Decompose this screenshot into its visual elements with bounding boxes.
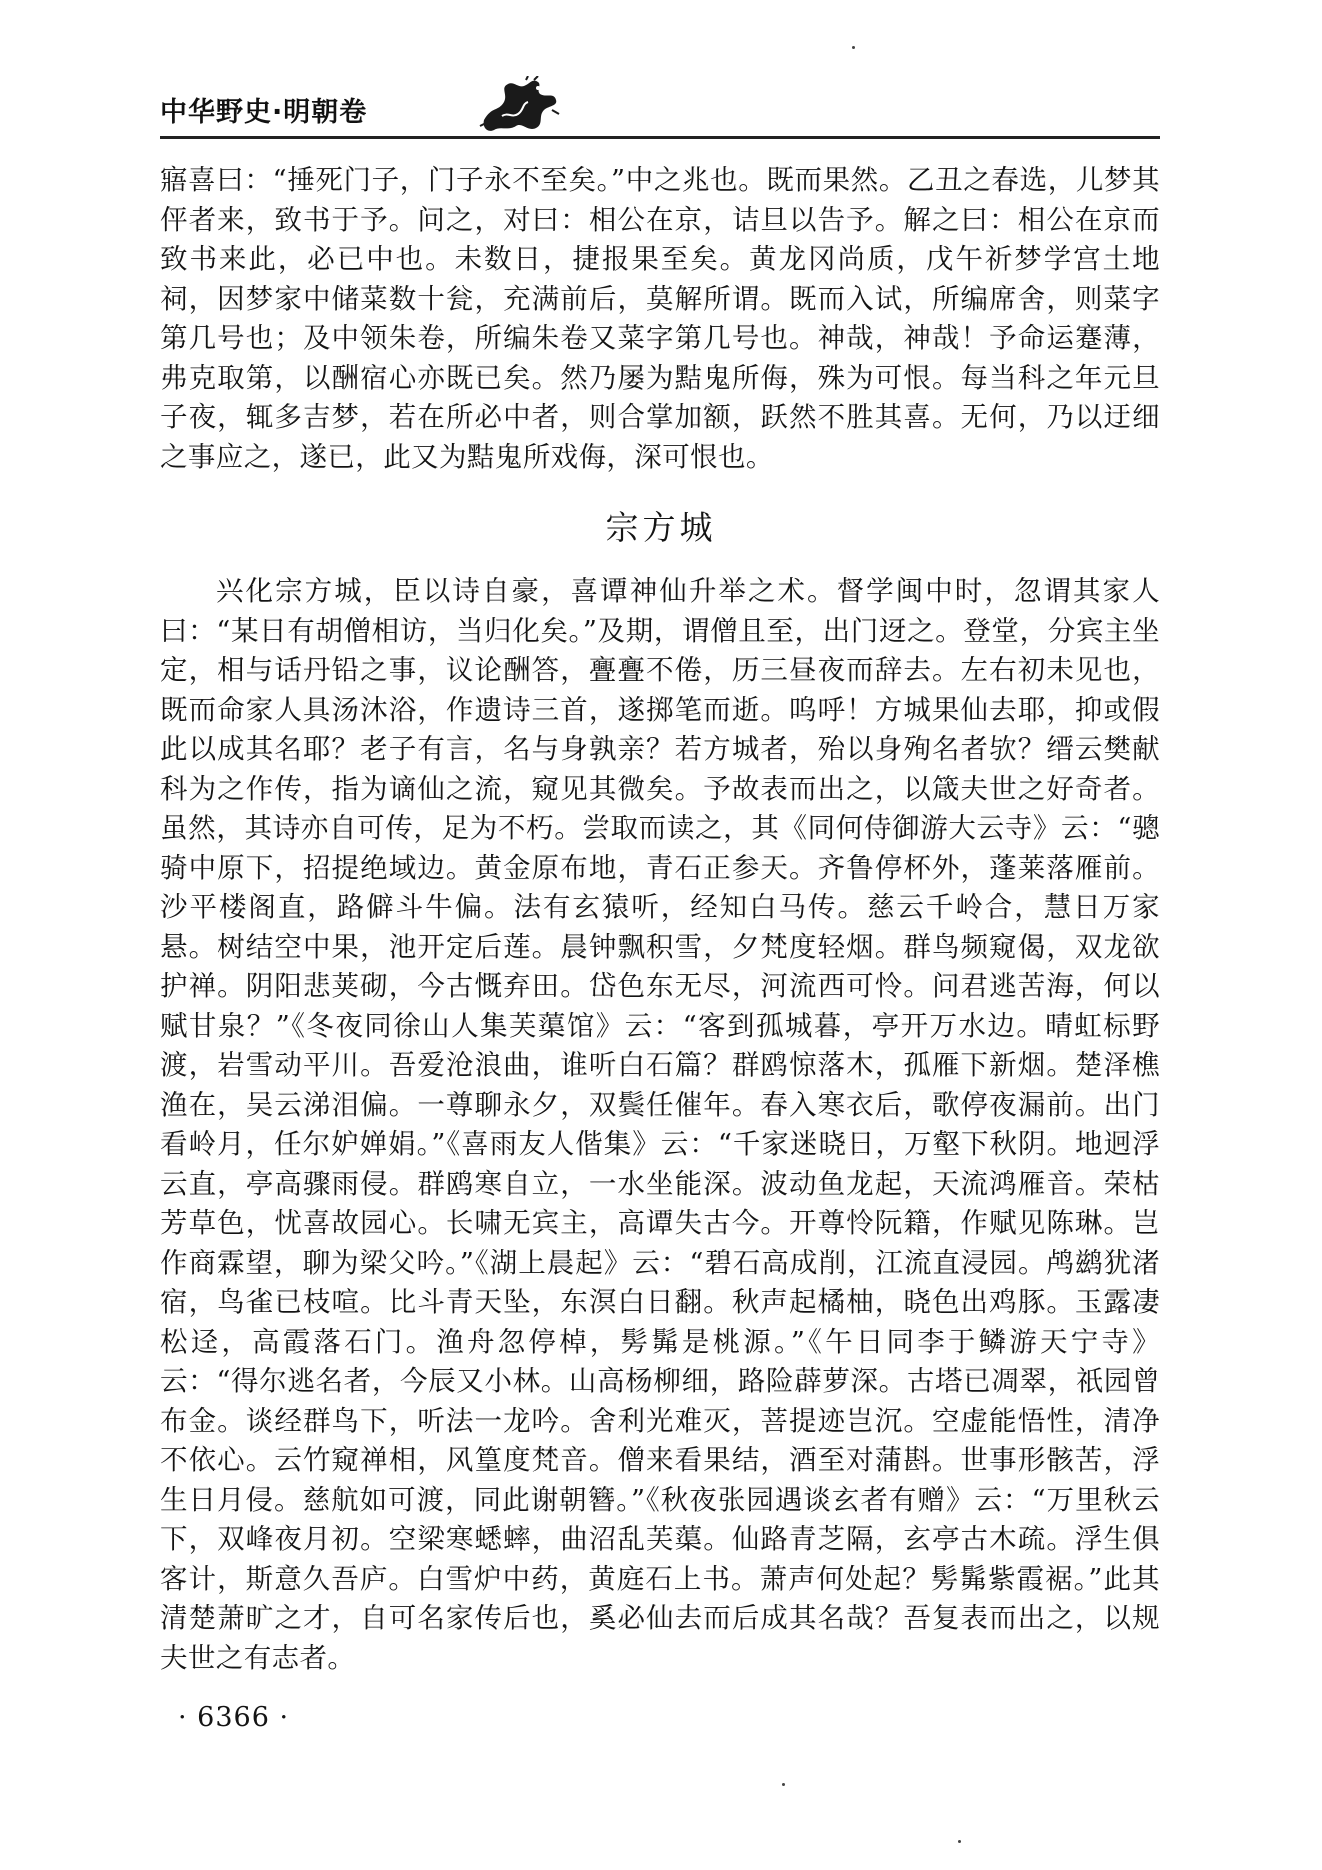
section-heading: 宗方城	[605, 508, 717, 547]
body-paragraph: 兴化宗方城，臣以诗自豪，喜谭神仙升举之术。督学闽中时，忽谓其家人曰：“某日有胡僧相访，当归化矣。”及期，谓僧且至，出门迓之。登堂，分宾主坐定，相与话丹铅之事，议论酬答，亹亹不倦，历三昼夜而辞去。左右初未见也，既而命家人具汤沐浴，作遗诗三首，遂掷笔而逝。呜呼！方城果仙去耶，抑或假此以成其名耶？老子有言，名与身孰亲？若方城者，殆以身殉名者欤？缙云樊献科为之作传，指为谪仙之流，窥见其微矣。予故表而出之，以箴夫世之好奇者。虽然，其诗亦自可传，足为不朽。尝取而读之，其《同何侍御游大云寺》云：“骢骑中原下，招提绝域边。黄金原布地，青石正参天。齐鲁停杯外，蓬莱落雁前。沙平楼阁直，路僻斗牛偏。法有玄猿听，经知白马传。慈云千岭合，慧日万家悬。树结空中果，池开定后莲。晨钟飘积雪，夕梵度轻烟。群鸟频窥偈，双龙欲护禅。阴阳悲荚砌，今古慨弃田。岱色东无尽，河流西可怜。问君逃苦海，何以赋甘泉？”《冬夜同徐山人集芙蕖馆》云：“客到孤城暮，亭开万水边。晴虹标野渡，岩雪动平川。吾爱沧浪曲，谁听白石篇？群鸥惊落木，孤雁下新烟。楚泽樵渔在，吴云涕泪偏。一尊聊永夕，双鬓任催年。春入寒衣后，歌停夜漏前。出门看岭月，任尔妒婵娟。”《喜雨友人偕集》云：“千家迷晓日，万壑下秋阴。地迥浮云直，亭高骤雨侵。群鸥寒自立，一水坐能深。波动鱼龙起，天流鸿雁音。荣枯芳草色，忧喜故园心。长啸无宾主，高谭失古今。开尊怜阮籍，作赋见陈琳。岂作商霖望，聊为梁父吟。”《湖上晨起》云：“碧石高成削，江流直浸园。鸬鹚犹渚宿，鸟雀已枝喧。比斗青天坠，东溟白日翻。秋声起橘柚，晓色出鸡豚。玉露凄松迳，高霞落石门。渔舟忽停棹，髣髴是桃源。”《午日同李于鳞游天宁寺》云：“得尔逃名者，今辰又小林。山高杨柳细，路险薜萝深。古塔已凋翠，祇园曾布金。谈经群鸟下，听法一龙吟。舍利光难灭，菩提迹岂沉。空虚能悟性，清净不依心。云竹窥禅相，风篁度梵音。僧来看果结，酒至对蒲斟。世事形骸苦，浮生日月侵。慈航如可渡，同此谢朝簪。”《秋夜张园遇谈玄者有赠》云：“万里秋云下，双峰夜月初。空梁寒蟋蟀，曲沼乱芙蕖。仙路青芝隔，玄亭古木疏。浮生俱客计，斯意久吾庐。白雪炉中药，黄庭石上书。萧声何处起？髣髴紫霞裾。”此其清楚萧旷之才，自可名家传后也，奚必仙去而后成其名哉？吾复表而出之，以规夫世之有志者。	[160, 575, 1160, 1674]
scan-speck	[782, 1783, 785, 1786]
page-number: · 6366 ·	[178, 1702, 290, 1733]
book-title: 中华野史·明朝卷	[160, 97, 368, 128]
scan-speck	[958, 1840, 961, 1843]
body-paragraph: 寤喜曰：“捶死门子，门子永不至矣。”中之兆也。既而果然。乙丑之春选，儿梦其伻者来，致书于予。问之，对曰：相公在京，诘旦以告予。解之曰：相公在京而致书来此，必已中也。未数日，捷报果至矣。黄龙冈尚质，戊午祈梦学宫土地祠，因梦家中储菜数十瓮，充满前后，莫解所谓。既而入试，所编席舍，则菜字第几号也；及中领朱卷，所编朱卷又菜字第几号也。神哉，神哉！予命运蹇薄，弗克取第，以酬宿心亦既已矣。然乃屡为黠鬼所侮，殊为可恨。每当科之年元旦子夜，辄多吉梦，若在所必中者，则合掌加额，跃然不胜其喜。无何，乃以迂细之事应之，遂已，此又为黠鬼所戏侮，深可恨也。	[160, 164, 1160, 473]
running-header	[160, 88, 1160, 128]
scan-speck	[852, 46, 855, 49]
header-rule	[160, 136, 1160, 139]
dragon-ornament-icon	[478, 76, 560, 134]
